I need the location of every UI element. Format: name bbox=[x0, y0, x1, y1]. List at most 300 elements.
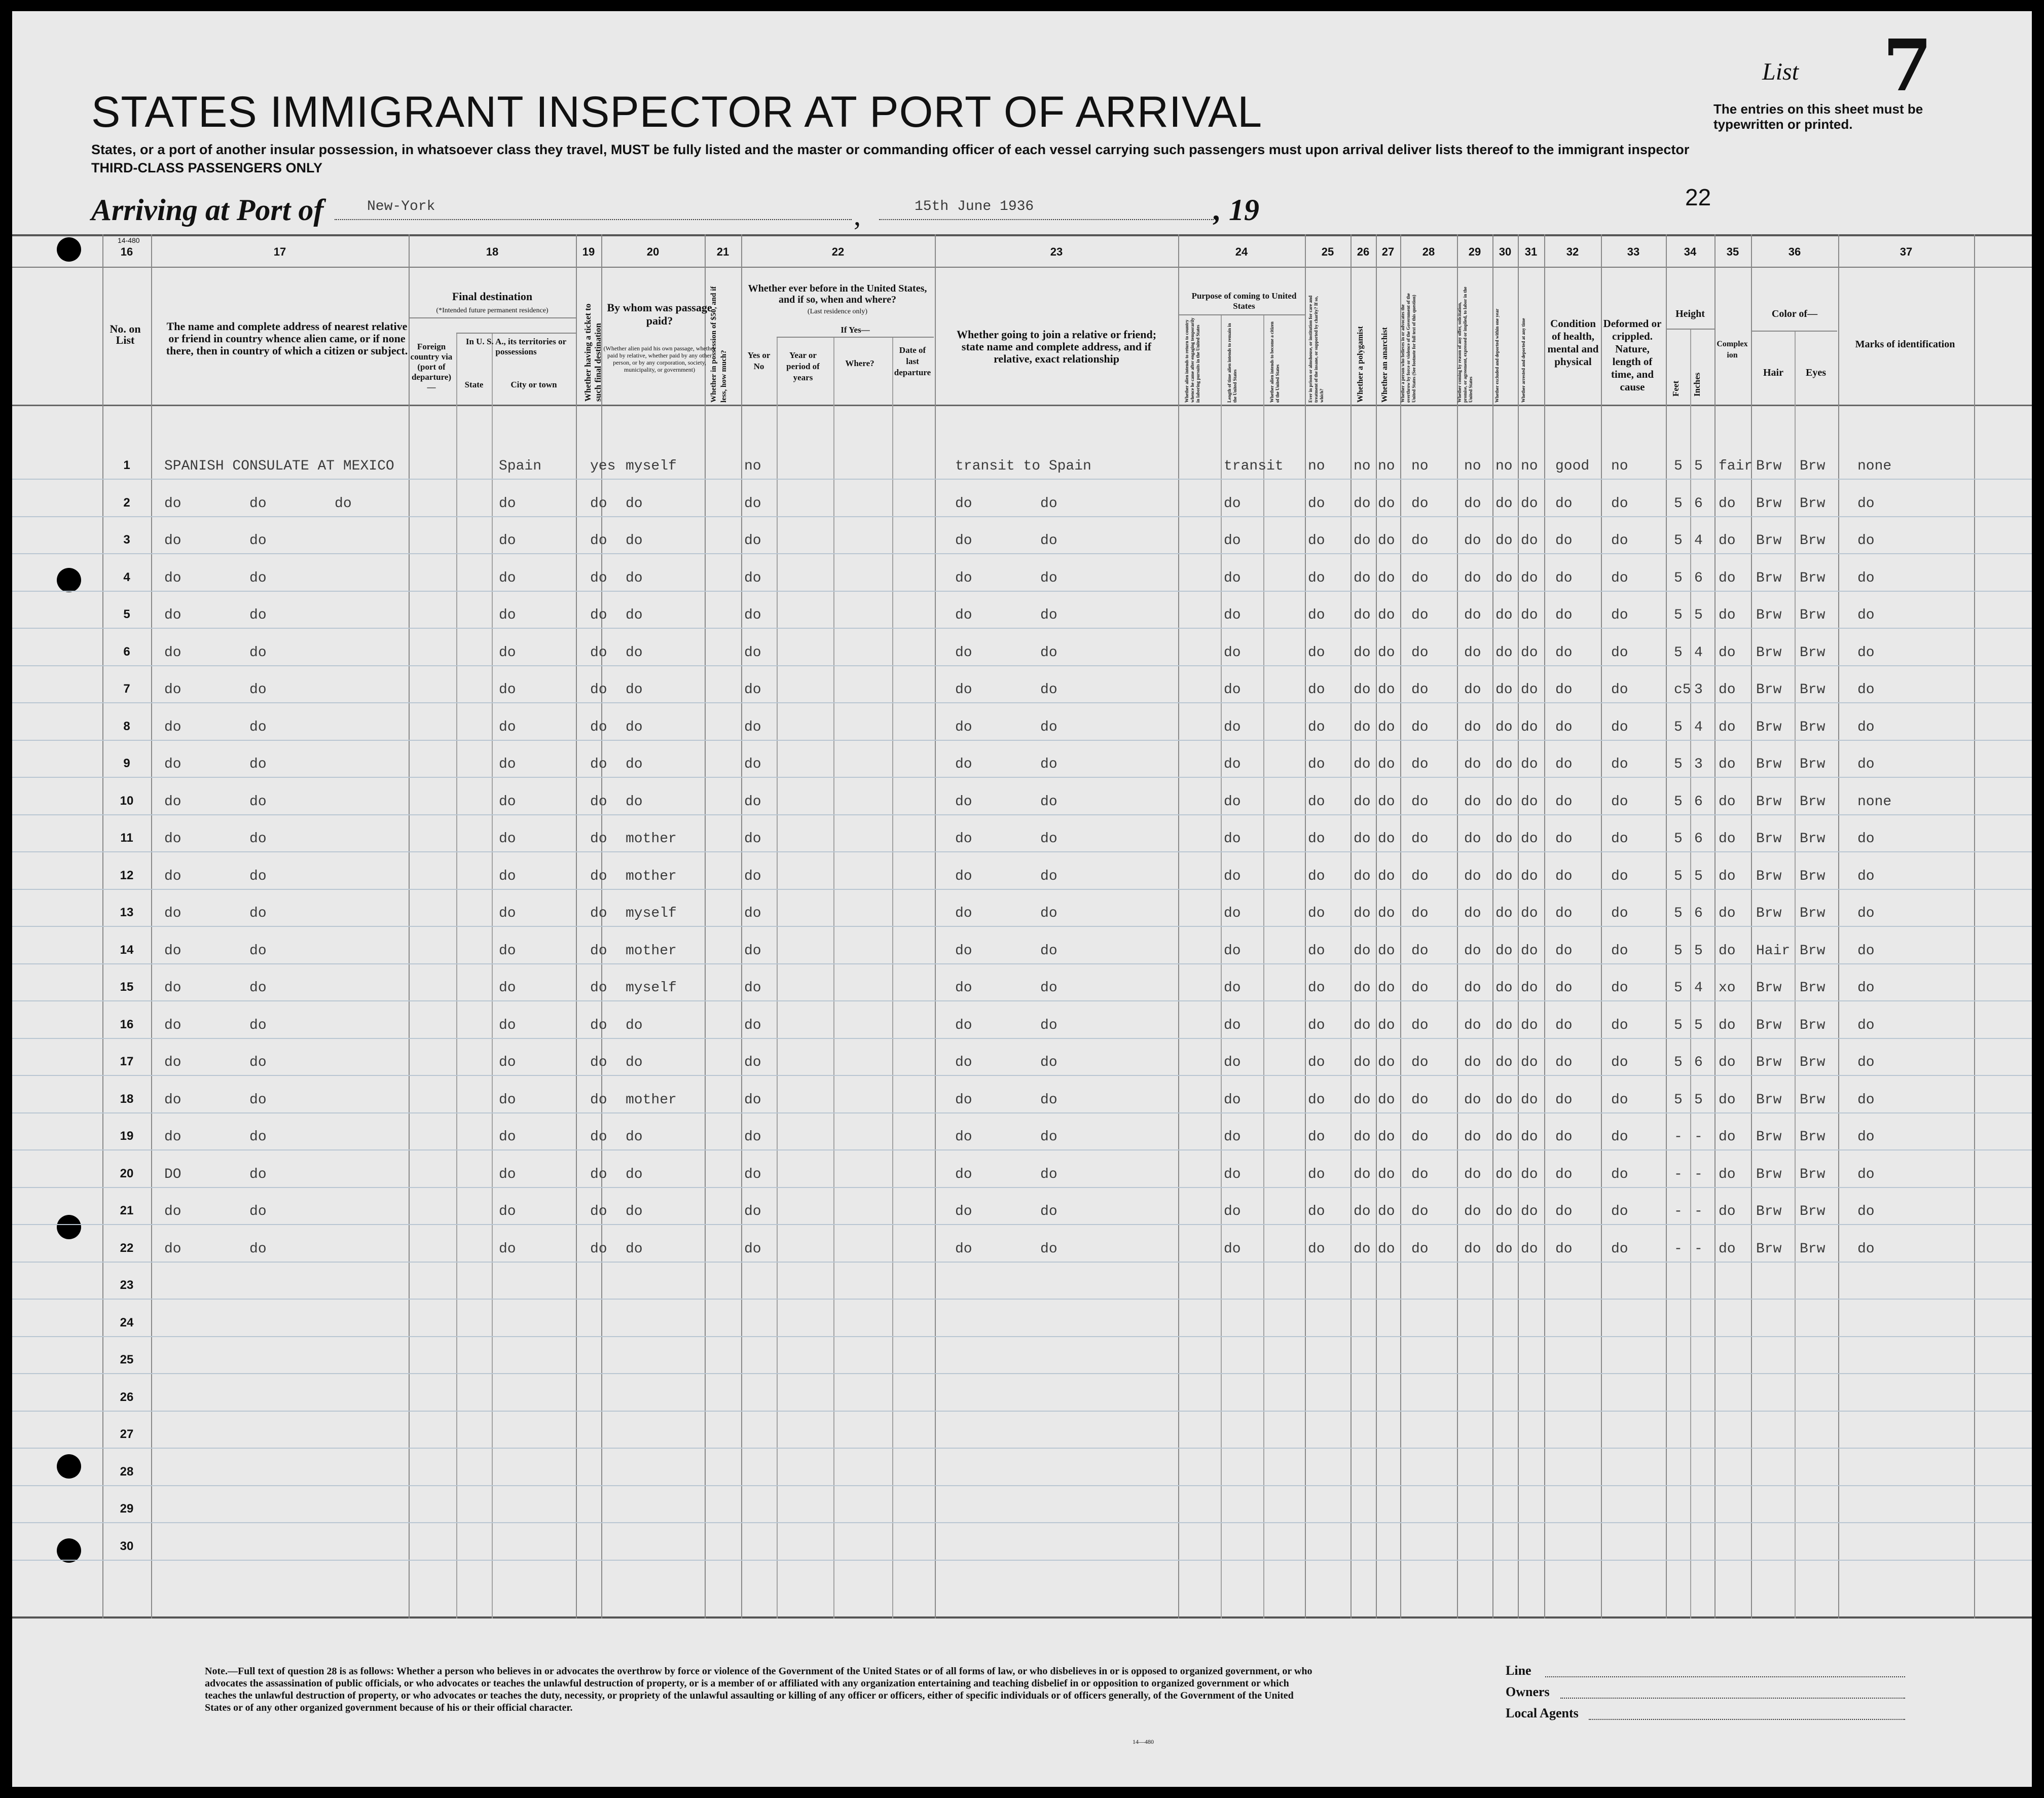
cell-c30: do bbox=[1495, 1204, 1513, 1219]
table-row bbox=[12, 1092, 2032, 1130]
cell-c28: do bbox=[1411, 1204, 1429, 1219]
cell-c26: do bbox=[1354, 1241, 1371, 1257]
cell-c17: do do bbox=[164, 682, 267, 698]
cell-ft: 5 bbox=[1674, 1017, 1683, 1033]
cell-c29: do bbox=[1464, 570, 1481, 586]
cell-c30: do bbox=[1495, 980, 1513, 996]
cell-eyes: Brw bbox=[1800, 1241, 1826, 1257]
cell-c20: myself bbox=[626, 458, 677, 474]
cell-in: 5 bbox=[1694, 1092, 1703, 1108]
row-number: 5 bbox=[123, 607, 130, 621]
cell-c26: do bbox=[1354, 719, 1371, 735]
cell-c31: do bbox=[1521, 719, 1538, 735]
cell-c28: do bbox=[1411, 1166, 1429, 1182]
column-number: 35 bbox=[1726, 245, 1739, 258]
cell-c24: do bbox=[1224, 1204, 1241, 1219]
cell-c24: do bbox=[1224, 1241, 1241, 1257]
column-number: 23 bbox=[1050, 245, 1063, 258]
cell-c32: do bbox=[1555, 831, 1573, 847]
cell-c28: do bbox=[1411, 980, 1429, 996]
cell-c30: do bbox=[1495, 1129, 1513, 1145]
cell-in: - bbox=[1694, 1241, 1703, 1257]
cell-c33: do bbox=[1611, 1017, 1628, 1033]
cell-c19: do bbox=[590, 1129, 607, 1145]
row-number: 24 bbox=[120, 1315, 134, 1329]
header-c24: Purpose of coming to United States bbox=[1191, 291, 1297, 311]
cell-c20: do bbox=[626, 1017, 643, 1033]
cell-c17: do do bbox=[164, 607, 267, 623]
cell-c26: do bbox=[1354, 533, 1371, 549]
cell-c20: mother bbox=[626, 868, 677, 884]
cell-c37: do bbox=[1857, 831, 1875, 847]
cell-in: 6 bbox=[1694, 1055, 1703, 1070]
cell-c31: no bbox=[1521, 458, 1538, 474]
cell-c26: do bbox=[1354, 1055, 1371, 1070]
cell-c25: do bbox=[1308, 980, 1325, 996]
cell-c20: do bbox=[626, 570, 643, 586]
cell-c20: mother bbox=[626, 1092, 677, 1108]
cell-c27: do bbox=[1378, 719, 1395, 735]
cell-in: 6 bbox=[1694, 906, 1703, 921]
cell-c24: do bbox=[1224, 607, 1241, 623]
cell-c30: do bbox=[1495, 533, 1513, 549]
cell-c31: do bbox=[1521, 1241, 1538, 1257]
cell-in: - bbox=[1694, 1204, 1703, 1219]
cell-c25: do bbox=[1308, 868, 1325, 884]
cell-hair: Brw bbox=[1756, 533, 1782, 549]
cell-c29: do bbox=[1464, 1129, 1481, 1145]
cell-c35: do bbox=[1719, 943, 1736, 959]
cell-c25: do bbox=[1308, 1055, 1325, 1070]
cell-c24: do bbox=[1224, 1166, 1241, 1182]
row-number: 29 bbox=[120, 1502, 134, 1516]
cell-c35: do bbox=[1719, 533, 1736, 549]
cell-c29: do bbox=[1464, 1055, 1481, 1070]
cell-c17: do do bbox=[164, 1092, 267, 1108]
cell-c18b: do bbox=[499, 757, 516, 772]
cell-c33: do bbox=[1611, 868, 1628, 884]
cell-c37: do bbox=[1857, 1017, 1875, 1033]
header-c18-sub: (*Intended future permanent residence) bbox=[436, 307, 549, 314]
row-number: 18 bbox=[120, 1092, 134, 1106]
cell-c25: do bbox=[1308, 757, 1325, 772]
port-value: New-York bbox=[367, 199, 435, 214]
cell-c27: do bbox=[1378, 831, 1395, 847]
cell-c17: do do bbox=[164, 757, 267, 772]
cell-c23: do do bbox=[955, 719, 1057, 735]
table-row bbox=[12, 1316, 2032, 1353]
cell-hair: Brw bbox=[1756, 831, 1782, 847]
column-number: 29 bbox=[1468, 245, 1481, 258]
cell-c27: do bbox=[1378, 682, 1395, 698]
cell-c31: do bbox=[1521, 495, 1538, 512]
cell-c27: do bbox=[1378, 1017, 1395, 1033]
cell-c30: do bbox=[1495, 495, 1513, 512]
cell-c19: do bbox=[590, 1055, 607, 1070]
cell-c20: do bbox=[626, 1241, 643, 1257]
cell-c26: do bbox=[1354, 570, 1371, 586]
cell-hair: Brw bbox=[1756, 1092, 1782, 1108]
cell-c26: do bbox=[1354, 1204, 1371, 1219]
cell-c20: do bbox=[626, 794, 643, 810]
cell-hair: Brw bbox=[1756, 644, 1782, 661]
header-c23: Whether going to join a relative or friend; state name and complete address, and if relative, exact relationship bbox=[956, 328, 1157, 365]
cell-c29: do bbox=[1464, 682, 1481, 698]
cell-c35: do bbox=[1719, 719, 1736, 735]
cell-ft: 5 bbox=[1674, 868, 1683, 884]
table-row bbox=[12, 1241, 2032, 1279]
cell-c22: do bbox=[744, 533, 761, 549]
cell-c35: do bbox=[1719, 1092, 1736, 1108]
cell-c37: do bbox=[1857, 1092, 1875, 1108]
cell-c24: do bbox=[1224, 1092, 1241, 1108]
cell-c24: do bbox=[1224, 980, 1241, 996]
page-title: STATES IMMIGRANT INSPECTOR AT PORT OF ARRIVAL bbox=[91, 88, 1263, 136]
table-row bbox=[12, 980, 2032, 1018]
cell-c35: do bbox=[1719, 1241, 1736, 1257]
cell-in: 6 bbox=[1694, 794, 1703, 810]
cell-c20: do bbox=[626, 1204, 643, 1219]
table-bottom-border bbox=[12, 1616, 2032, 1619]
cell-c29: do bbox=[1464, 495, 1481, 512]
cell-c29: do bbox=[1464, 1092, 1481, 1108]
cell-c22: do bbox=[744, 906, 761, 921]
header-c36-eyes: Eyes bbox=[1806, 367, 1826, 378]
cell-c18b: do bbox=[499, 980, 516, 996]
cell-c30: do bbox=[1495, 644, 1513, 661]
cell-in: 4 bbox=[1694, 644, 1703, 661]
table-row bbox=[12, 1018, 2032, 1055]
cell-c30: no bbox=[1495, 458, 1513, 474]
cell-c32: do bbox=[1555, 682, 1573, 698]
column-number: 34 bbox=[1684, 245, 1697, 258]
header-c19: Whether having a ticket to such final destination bbox=[583, 303, 603, 402]
cell-eyes: Brw bbox=[1800, 495, 1826, 512]
column-number: 22 bbox=[831, 245, 845, 258]
header-c26: Whether a polygamist bbox=[1356, 326, 1365, 403]
comma-separator: , bbox=[854, 200, 861, 232]
cell-c17: DO do bbox=[164, 1166, 267, 1182]
cell-c28: do bbox=[1411, 1055, 1429, 1070]
row-number: 2 bbox=[123, 495, 130, 510]
cell-eyes: Brw bbox=[1800, 1055, 1826, 1070]
table-row bbox=[12, 1390, 2032, 1428]
cell-c25: do bbox=[1308, 1092, 1325, 1108]
row-number: 4 bbox=[123, 570, 130, 584]
cell-c26: do bbox=[1354, 831, 1371, 847]
cell-c25: do bbox=[1308, 1129, 1325, 1145]
header-c34-feet: Feet bbox=[1671, 380, 1681, 397]
header-c28: Whether a person who believes in or advocates the overthrow by force or violence of the Government of the United States (See footnote for full text of this question) bbox=[1400, 293, 1416, 403]
cell-c32: do bbox=[1555, 1092, 1573, 1108]
cell-c33: do bbox=[1611, 943, 1628, 959]
instructions-line1: States, or a port of another insular possession, in whatsoever class they travel, MUST be fully listed and the master or commanding officer of each vessel carrying such passengers must upon arrival deliver lists thereof to the immigrant inspector bbox=[91, 142, 1690, 157]
cell-ft: 5 bbox=[1674, 719, 1683, 735]
cell-c29: do bbox=[1464, 1017, 1481, 1033]
cell-c24: transit bbox=[1224, 458, 1284, 474]
cell-c20: do bbox=[626, 719, 643, 735]
cell-c19: do bbox=[590, 682, 607, 698]
header-c31: Whether arrested and deported at any time bbox=[1521, 318, 1526, 403]
cell-c28: do bbox=[1411, 1129, 1429, 1145]
footer-form-code: 14—480 bbox=[1133, 1738, 1154, 1745]
cell-c19: do bbox=[590, 719, 607, 735]
cell-c20: do bbox=[626, 495, 643, 512]
cell-c20: myself bbox=[626, 906, 677, 921]
total-count: 22 bbox=[1685, 184, 1711, 210]
row-number: 8 bbox=[123, 719, 130, 733]
cell-c27: do bbox=[1378, 1092, 1395, 1108]
header-c22: Whether ever before in the United States, and if so, when and where? bbox=[748, 283, 927, 305]
cell-ft: - bbox=[1674, 1129, 1683, 1145]
header-c32: Condition of health, mental and physical bbox=[1547, 317, 1599, 368]
line-signature[interactable] bbox=[1545, 1676, 1905, 1677]
row-number: 30 bbox=[120, 1539, 134, 1553]
cell-c37: do bbox=[1857, 1129, 1875, 1145]
header-c24-b: Length of time alien intends to remain in the United States bbox=[1227, 323, 1237, 403]
cell-c32: do bbox=[1555, 1055, 1573, 1070]
row-number: 3 bbox=[123, 533, 130, 547]
agents-signature[interactable] bbox=[1589, 1719, 1905, 1720]
header-c18-city: City or town bbox=[510, 380, 557, 389]
table-row bbox=[12, 1204, 2032, 1241]
header-c37: Marks of identification bbox=[1855, 339, 1955, 350]
header-c34-inches: Inches bbox=[1692, 372, 1702, 397]
table-row bbox=[12, 1278, 2032, 1316]
cell-c20: mother bbox=[626, 831, 677, 847]
cell-c29: do bbox=[1464, 644, 1481, 661]
agents-label: Local Agents bbox=[1506, 1706, 1579, 1720]
cell-hair: Brw bbox=[1756, 1129, 1782, 1145]
cell-c25: do bbox=[1308, 1017, 1325, 1033]
cell-c17: do do bbox=[164, 1055, 267, 1070]
row-number: 9 bbox=[123, 757, 130, 770]
cell-c19: do bbox=[590, 831, 607, 847]
cell-c29: do bbox=[1464, 757, 1481, 772]
cell-c28: do bbox=[1411, 1017, 1429, 1033]
typewritten-note: The entries on this sheet must be typewritten or printed. bbox=[1713, 101, 1923, 132]
cell-c31: do bbox=[1521, 1055, 1538, 1070]
cell-c23: do do bbox=[955, 607, 1057, 623]
cell-c18b: do bbox=[499, 644, 516, 661]
cell-c20: do bbox=[626, 757, 643, 772]
cell-hair: Brw bbox=[1756, 495, 1782, 512]
cell-c30: do bbox=[1495, 1017, 1513, 1033]
table-row bbox=[12, 720, 2032, 757]
cell-c29: do bbox=[1464, 719, 1481, 735]
cell-c19: do bbox=[590, 1092, 607, 1108]
cell-c26: do bbox=[1354, 1166, 1371, 1182]
cell-c17: do do bbox=[164, 533, 267, 549]
cell-eyes: Brw bbox=[1800, 831, 1826, 847]
date-line bbox=[879, 219, 1214, 220]
cell-c28: do bbox=[1411, 644, 1429, 661]
cell-ft: 5 bbox=[1674, 495, 1683, 512]
cell-c37: do bbox=[1857, 943, 1875, 959]
cell-c31: do bbox=[1521, 1017, 1538, 1033]
cell-c20: do bbox=[626, 1129, 643, 1145]
cell-ft: 5 bbox=[1674, 757, 1683, 772]
cell-c30: do bbox=[1495, 570, 1513, 586]
cell-c17: do do bbox=[164, 980, 267, 996]
cell-c18b: do bbox=[499, 794, 516, 810]
column-number: 16 bbox=[120, 245, 133, 258]
cell-c23: do do bbox=[955, 868, 1057, 884]
cell-c23: do do bbox=[955, 906, 1057, 921]
table-row bbox=[12, 794, 2032, 832]
cell-c27: do bbox=[1378, 1129, 1395, 1145]
cell-c27: do bbox=[1378, 943, 1395, 959]
cell-c24: do bbox=[1224, 644, 1241, 661]
cell-c18b: do bbox=[499, 1055, 516, 1070]
cell-c23: do do bbox=[955, 1166, 1057, 1182]
row-number: 15 bbox=[120, 980, 134, 994]
column-number: 31 bbox=[1524, 245, 1538, 258]
cell-c35: do bbox=[1719, 831, 1736, 847]
cell-c19: do bbox=[590, 1017, 607, 1033]
cell-c23: do do bbox=[955, 1055, 1057, 1070]
cell-c18b: do bbox=[499, 1166, 516, 1182]
table-row bbox=[12, 533, 2032, 570]
column-number: 25 bbox=[1321, 245, 1334, 258]
cell-in: 6 bbox=[1694, 570, 1703, 586]
column-number: 28 bbox=[1422, 245, 1435, 258]
cell-hair: Brw bbox=[1756, 607, 1782, 623]
cell-c18b: do bbox=[499, 1241, 516, 1257]
cell-c23: do do bbox=[955, 1017, 1057, 1033]
cell-c18b: do bbox=[499, 1204, 516, 1219]
column-number: 26 bbox=[1357, 245, 1370, 258]
cell-c22: do bbox=[744, 1092, 761, 1108]
cell-c17: do do bbox=[164, 1017, 267, 1033]
cell-c22: do bbox=[744, 607, 761, 623]
cell-c30: do bbox=[1495, 794, 1513, 810]
cell-c33: do bbox=[1611, 495, 1628, 512]
cell-hair: Brw bbox=[1756, 1241, 1782, 1257]
year-prefix: , 19 bbox=[1214, 193, 1259, 227]
cell-eyes: Brw bbox=[1800, 980, 1826, 996]
cell-c19: do bbox=[590, 570, 607, 586]
cell-c24: do bbox=[1224, 1129, 1241, 1145]
cell-c25: do bbox=[1308, 1166, 1325, 1182]
cell-hair: Brw bbox=[1756, 1055, 1782, 1070]
cell-c17: do do bbox=[164, 831, 267, 847]
cell-ft: 5 bbox=[1674, 607, 1683, 623]
cell-c24: do bbox=[1224, 868, 1241, 884]
owners-signature[interactable] bbox=[1560, 1698, 1905, 1699]
table-row bbox=[12, 458, 2032, 496]
cell-eyes: Brw bbox=[1800, 458, 1826, 474]
table-row bbox=[12, 906, 2032, 943]
cell-ft: 5 bbox=[1674, 533, 1683, 549]
cell-c31: do bbox=[1521, 943, 1538, 959]
cell-c37: none bbox=[1857, 458, 1892, 474]
cell-c27: do bbox=[1378, 980, 1395, 996]
cell-c18b: do bbox=[499, 1092, 516, 1108]
cell-c27: do bbox=[1378, 533, 1395, 549]
cell-c30: do bbox=[1495, 831, 1513, 847]
cell-eyes: Brw bbox=[1800, 1129, 1826, 1145]
cell-c30: do bbox=[1495, 682, 1513, 698]
cell-in: 4 bbox=[1694, 980, 1703, 996]
cell-c30: do bbox=[1495, 943, 1513, 959]
cell-c27: do bbox=[1378, 495, 1395, 512]
cell-ft: 5 bbox=[1674, 980, 1683, 996]
cell-c28: no bbox=[1411, 458, 1429, 474]
cell-in: 4 bbox=[1694, 719, 1703, 735]
cell-in: - bbox=[1694, 1129, 1703, 1145]
port-line bbox=[335, 219, 852, 220]
table-row bbox=[12, 1167, 2032, 1204]
cell-c22: do bbox=[744, 943, 761, 959]
cell-c35: xo bbox=[1719, 980, 1736, 996]
cell-c35: do bbox=[1719, 1017, 1736, 1033]
cell-c30: do bbox=[1495, 906, 1513, 921]
cell-c17: SPANISH CONSULATE AT MEXICO bbox=[164, 458, 394, 474]
column-number: 20 bbox=[646, 245, 660, 258]
cell-eyes: Brw bbox=[1800, 868, 1826, 884]
cell-c26: do bbox=[1354, 1129, 1371, 1145]
form-code: 14-480 bbox=[118, 236, 140, 244]
cell-c32: do bbox=[1555, 533, 1573, 549]
cell-c26: do bbox=[1354, 980, 1371, 996]
cell-c31: do bbox=[1521, 868, 1538, 884]
cell-c32: good bbox=[1555, 458, 1590, 474]
cell-ft: - bbox=[1674, 1241, 1683, 1257]
cell-c22: do bbox=[744, 644, 761, 661]
cell-c37: do bbox=[1857, 495, 1875, 512]
table-row bbox=[12, 645, 2032, 682]
cell-c37: do bbox=[1857, 1204, 1875, 1219]
cell-c28: do bbox=[1411, 794, 1429, 810]
row-number: 10 bbox=[120, 794, 134, 808]
cell-c28: do bbox=[1411, 906, 1429, 921]
cell-c26: do bbox=[1354, 1092, 1371, 1108]
cell-ft: 5 bbox=[1674, 943, 1683, 959]
column-number: 27 bbox=[1381, 245, 1395, 258]
cell-c30: do bbox=[1495, 1055, 1513, 1070]
cell-c31: do bbox=[1521, 906, 1538, 921]
cell-c25: no bbox=[1308, 458, 1325, 474]
header-c22-yesno: Yes or No bbox=[747, 350, 771, 371]
cell-c33: do bbox=[1611, 1092, 1628, 1108]
cell-c30: do bbox=[1495, 757, 1513, 772]
cell-c27: do bbox=[1378, 1241, 1395, 1257]
cell-in: 6 bbox=[1694, 831, 1703, 847]
cell-c31: do bbox=[1521, 1166, 1538, 1182]
cell-c27: do bbox=[1378, 1166, 1395, 1182]
column-number: 32 bbox=[1566, 245, 1579, 258]
header-c18-split2 bbox=[409, 317, 576, 318]
cell-c20: do bbox=[626, 1166, 643, 1182]
cell-c31: do bbox=[1521, 607, 1538, 623]
cell-c33: do bbox=[1611, 607, 1628, 623]
cell-c25: do bbox=[1308, 533, 1325, 549]
cell-c22: do bbox=[744, 757, 761, 772]
cell-c29: do bbox=[1464, 794, 1481, 810]
cell-c31: do bbox=[1521, 533, 1538, 549]
cell-c35: do bbox=[1719, 757, 1736, 772]
row-number: 19 bbox=[120, 1129, 134, 1143]
cell-hair: Brw bbox=[1756, 1204, 1782, 1219]
cell-c23: do do bbox=[955, 495, 1057, 512]
cell-eyes: Brw bbox=[1800, 1017, 1826, 1033]
cell-c35: do bbox=[1719, 570, 1736, 586]
table-top-border bbox=[12, 234, 2032, 236]
cell-ft: - bbox=[1674, 1204, 1683, 1219]
cell-ft: 5 bbox=[1674, 906, 1683, 921]
cell-c31: do bbox=[1521, 757, 1538, 772]
